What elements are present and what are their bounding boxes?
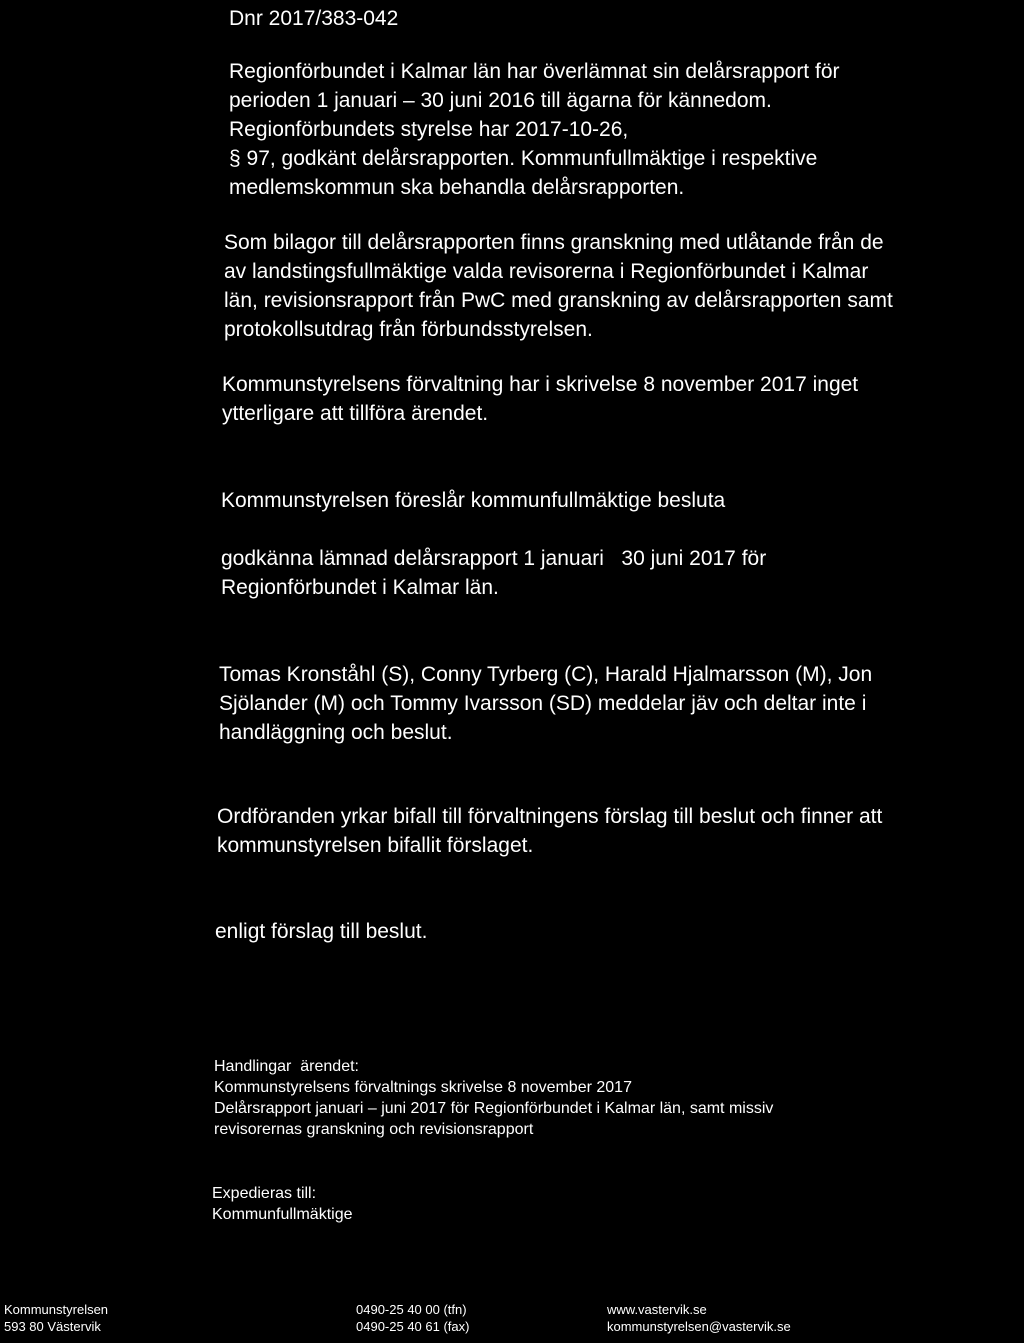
paragraph-line: godkänna lämnad delårsrapport 1 januari 30 juni 2017 för	[221, 547, 767, 570]
footer-fax: 0490-25 40 61 (fax)	[356, 1319, 470, 1334]
paragraph-line: medlemskommun ska behandla delårsrapporten.	[229, 176, 685, 199]
paragraph-line: Ordföranden yrkar bifall till förvaltningens förslag till beslut och finner att	[217, 805, 883, 828]
paragraph-decision	[215, 917, 427, 946]
paragraph-conflict-of-interest	[219, 660, 872, 747]
paragraph-report-handover	[229, 57, 840, 202]
footer-website-link[interactable]: www.vastervik.se	[607, 1302, 707, 1317]
footer-contact-numbers	[356, 1301, 469, 1335]
paragraph-line: enligt förslag till beslut.	[215, 920, 428, 943]
paragraph-line: Sjölander (M) och Tommy Ivarsson (SD) meddelar jäv och deltar inte i	[219, 692, 867, 715]
footer-org-name: Kommunstyrelsen	[4, 1302, 109, 1317]
case-number: Dnr 2017/383-042	[229, 7, 399, 30]
dispatch-recipient: Kommunfullmäktige	[212, 1206, 353, 1223]
paragraph-line: § 97, godkänt delårsrapporten. Kommunfullmäktige i respektive	[229, 147, 818, 170]
footer-email-link[interactable]: kommunstyrelsen@vastervik.se	[607, 1319, 791, 1334]
paragraph-line: Regionförbundets styrelse har 2017-10-26,	[229, 118, 629, 141]
attachments-heading: Handlingar ärendet:	[214, 1058, 359, 1075]
footer-org-address: 593 80 Västervik	[4, 1319, 101, 1334]
footer-web-contact	[607, 1301, 791, 1335]
paragraph-line: protokollsutdrag från förbundsstyrelsen.	[224, 318, 593, 341]
paragraph-line: Som bilagor till delårsrapporten finns granskning med utlåtande från de	[224, 231, 884, 254]
dispatch-section	[212, 1183, 353, 1225]
footer-organization	[4, 1301, 108, 1335]
attachment-item: Kommunstyrelsens förvaltnings skrivelse 8 november 2017	[214, 1079, 632, 1096]
paragraph-line: Kommunstyrelsens förvaltning har i skrivelse 8 november 2017 inget	[222, 373, 859, 396]
dispatch-heading: Expedieras till:	[212, 1185, 317, 1202]
paragraph-line: län, revisionsrapport från PwC med granskning av delårsrapporten samt	[224, 289, 893, 312]
paragraph-proposal-intro	[221, 486, 725, 515]
paragraph-line: Regionförbundet i Kalmar län har överlämnat sin delårsrapport för	[229, 60, 840, 83]
footer-phone: 0490-25 40 00 (tfn)	[356, 1302, 467, 1317]
paragraph-chair-motion	[217, 802, 882, 860]
attachment-item: Delårsrapport januari – juni 2017 för Regionförbundet i Kalmar län, samt missiv	[214, 1100, 774, 1117]
paragraph-attachments-note	[224, 228, 893, 344]
paragraph-line: ytterligare att tillföra ärendet.	[222, 402, 489, 425]
paragraph-line: Tomas Kronståhl (S), Conny Tyrberg (C), Harald Hjalmarsson (M), Jon	[219, 663, 873, 686]
document-header	[229, 4, 398, 33]
paragraph-line: Regionförbundet i Kalmar län.	[221, 576, 499, 599]
attachment-item: revisorernas granskning och revisionsrapport	[214, 1121, 534, 1138]
paragraph-administration-statement	[222, 370, 858, 428]
paragraph-line: handläggning och beslut.	[219, 721, 453, 744]
paragraph-line: Kommunstyrelsen föreslår kommunfullmäktige besluta	[221, 489, 726, 512]
paragraph-line: kommunstyrelsen bifallit förslaget.	[217, 834, 534, 857]
paragraph-proposal	[221, 544, 766, 602]
paragraph-line: av landstingsfullmäktige valda revisorerna i Regionförbundet i Kalmar	[224, 260, 869, 283]
paragraph-line: perioden 1 januari – 30 juni 2016 till ägarna för kännedom.	[229, 89, 772, 112]
attachments-section	[214, 1056, 773, 1140]
